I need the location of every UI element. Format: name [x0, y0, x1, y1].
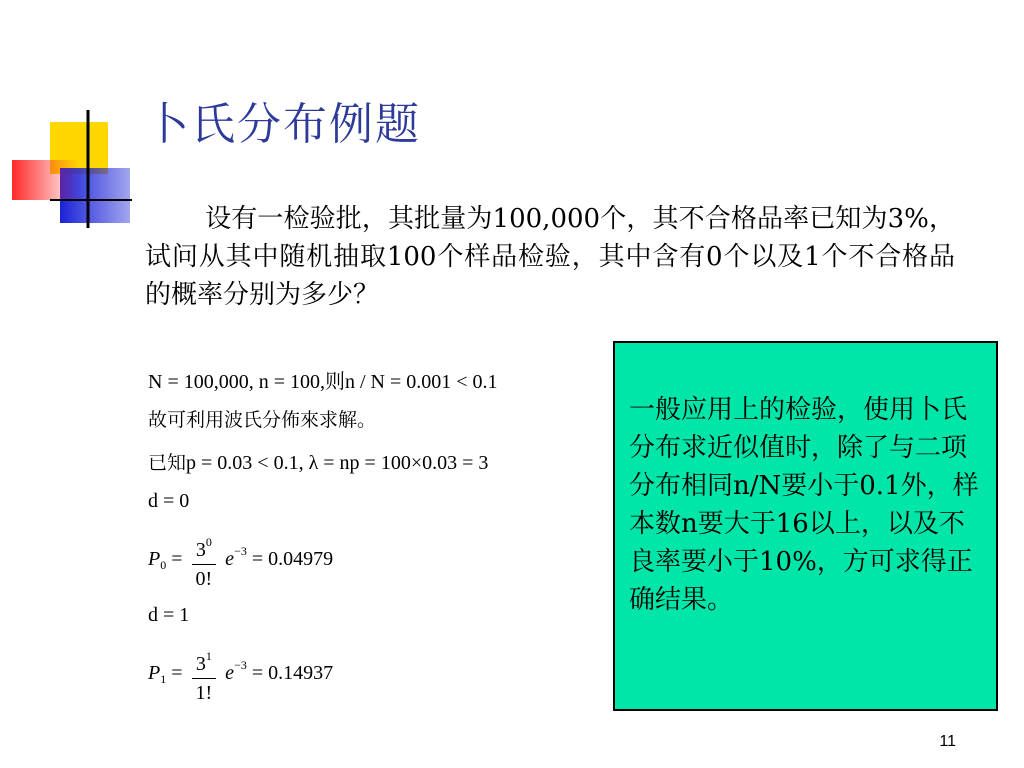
solution-line1: N = 100,000, n = 100,则n / N = 0.001 < 0.1 [148, 371, 498, 393]
p1-symbol: P [148, 662, 161, 685]
p0-numerator: 3 [195, 539, 206, 561]
p0-exponent: −3 [234, 544, 247, 559]
solution-line3-prefix: 已知 [148, 452, 187, 474]
p1-fraction [192, 644, 217, 705]
page-number: 11 [939, 733, 956, 750]
problem-text: 设有一检验批，其批量为100,000个，其不合格品率已知为3%，试问从其中随机抽取100个样品检验，其中含有0个以及1个不合格品的概率分别为多少？ [145, 204, 955, 310]
p1-result: = 0.14937 [251, 662, 334, 685]
solution-d0: d = 0 [148, 490, 190, 512]
p1-subscript: 1 [160, 672, 167, 687]
p1-exponent: −3 [234, 658, 247, 673]
note-box [613, 341, 998, 711]
p0-result: = 0.04979 [251, 548, 334, 571]
p1-numerator-exp: 1 [205, 649, 212, 663]
p0-symbol: P [148, 548, 161, 571]
p0-fraction [192, 530, 217, 591]
slide-title: 卜氏分布例题 [145, 99, 421, 150]
solution-d1: d = 1 [148, 604, 190, 626]
p0-numerator-exp: 0 [205, 535, 212, 549]
p1-denominator: 1! [195, 682, 213, 704]
solution-line3-formula: p = 0.03 < 0.1, λ = np = 100×0.03 = 3 [186, 452, 489, 474]
solution-line2: 故可利用波氏分佈來求解。 [148, 409, 377, 431]
formula-p0: $P_0$ = $\frac{3^0}{0!}$ $e^{-3} = 0.04979$ [148, 530, 333, 591]
slide-logo [0, 0, 140, 240]
p0-subscript: 0 [160, 558, 167, 573]
problem-statement [145, 200, 955, 314]
solution-line3 [148, 448, 488, 475]
p0-denominator: 0! [195, 568, 213, 590]
note-text: 一般应用上的检验，使用卜氏分布求近似值时，除了与二项分布相同n/N要小于0.1外，样本数n要大于16以上，以及不良率要小于10%，方可求得正确结果。 [629, 395, 979, 615]
p1-numerator: 3 [195, 653, 206, 675]
formula-p1: $P_1$ = $\frac{3^1}{1!}$ $e^{-3} = 0.14937$ [148, 644, 333, 705]
